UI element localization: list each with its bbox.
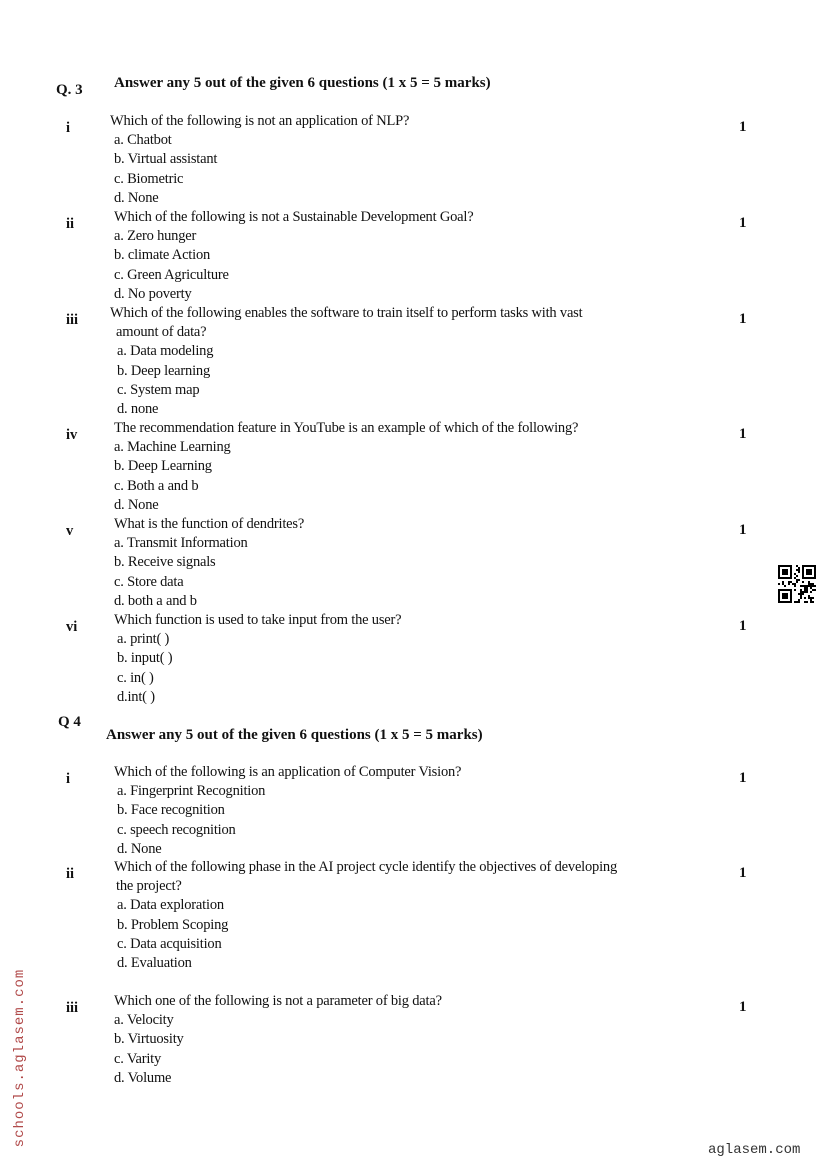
question-marks: 1 <box>739 311 747 327</box>
option-text: d. none <box>117 401 159 417</box>
option-text: c. Biometric <box>114 170 184 187</box>
option-text: d. No poverty <box>114 285 192 302</box>
section-instructions: Answer any 5 out of the given 6 questions (1 x 5 = 5 marks) <box>106 727 483 743</box>
option-text: a. print( ) <box>117 631 170 648</box>
question-text: Which of the following phase in the AI project cycle identify the objectives of developing <box>114 859 618 875</box>
option-text: b. Problem Scoping <box>117 916 229 933</box>
option-text: b. climate Action <box>114 247 211 264</box>
question-text: Which function is used to take input from the user? <box>114 612 402 628</box>
question-number: iii <box>66 1000 79 1016</box>
option-text: a. Zero hunger <box>114 228 197 245</box>
option-text: d.int( ) <box>117 688 155 705</box>
option-text: d. both a and b <box>114 592 197 609</box>
option-text: d. None <box>117 840 162 857</box>
question-marks: 1 <box>739 522 747 538</box>
question-marks: 1 <box>739 865 747 881</box>
question-text: Which of the following is not a Sustainable Development Goal? <box>114 209 474 225</box>
option-text: b. Virtual assistant <box>114 151 218 168</box>
option-text: a. Fingerprint Recognition <box>117 783 266 800</box>
section-label: Q 4 <box>58 714 81 730</box>
question-number: i <box>66 771 71 787</box>
question-number: ii <box>66 216 75 232</box>
question-number: iii <box>66 312 79 328</box>
option-text: a. Data exploration <box>117 897 224 914</box>
question-text-continued: the project? <box>116 878 182 895</box>
option-text: d. Volume <box>114 1069 172 1086</box>
question-text: Which of the following is not an application of NLP? <box>110 113 410 129</box>
question-number: iv <box>66 427 78 443</box>
option-text: d. None <box>114 496 159 513</box>
question-number: i <box>66 120 71 136</box>
side-watermark: schools.aglasem.com <box>12 968 28 1148</box>
option-text: b. Deep learning <box>117 362 211 379</box>
option-text: d. None <box>114 189 159 206</box>
question-text: Which of the following enables the software to train itself to perform tasks with vast <box>110 305 583 321</box>
option-text: a. Transmit Information <box>114 535 248 552</box>
question-number: vi <box>66 619 78 635</box>
question-text: The recommendation feature in YouTube is an example of which of the following? <box>114 420 579 436</box>
question-marks: 1 <box>739 119 747 135</box>
question-number: v <box>66 523 74 539</box>
question-text: Which of the following is an application of Computer Vision? <box>114 764 462 780</box>
option-text: a. Data modeling <box>117 343 214 360</box>
option-text: b. Face recognition <box>117 802 225 819</box>
option-text: c. System map <box>117 381 200 398</box>
question-text: What is the function of dendrites? <box>114 516 305 532</box>
option-text: a. Chatbot <box>114 132 172 149</box>
option-text: c. speech recognition <box>117 821 236 838</box>
option-text: b. Deep Learning <box>114 458 212 475</box>
option-text: c. in( ) <box>117 669 154 686</box>
option-text: c. Store data <box>114 573 184 590</box>
question-number: ii <box>66 866 75 882</box>
option-text: c. Green Agriculture <box>114 266 229 283</box>
qr-code-icon <box>778 565 816 603</box>
question-marks: 1 <box>739 618 747 634</box>
option-text: c. Both a and b <box>114 477 199 494</box>
question-text-continued: amount of data? <box>116 324 207 341</box>
section-label: Q. 3 <box>56 82 83 98</box>
footer-watermark: aglasem.com <box>708 1142 801 1158</box>
option-text: c. Data acquisition <box>117 935 222 952</box>
question-marks: 1 <box>739 999 747 1015</box>
question-marks: 1 <box>739 215 747 231</box>
section-instructions: Answer any 5 out of the given 6 questions (1 x 5 = 5 marks) <box>114 75 491 91</box>
question-text: Which one of the following is not a parameter of big data? <box>114 993 442 1009</box>
question-marks: 1 <box>739 770 747 786</box>
option-text: d. Evaluation <box>117 955 192 971</box>
option-text: c. Varity <box>114 1050 162 1067</box>
option-text: b. Virtuosity <box>114 1031 184 1048</box>
option-text: b. input( ) <box>117 650 173 667</box>
option-text: a. Velocity <box>114 1012 174 1029</box>
option-text: b. Receive signals <box>114 554 216 571</box>
question-marks: 1 <box>739 426 747 442</box>
option-text: a. Machine Learning <box>114 439 231 456</box>
